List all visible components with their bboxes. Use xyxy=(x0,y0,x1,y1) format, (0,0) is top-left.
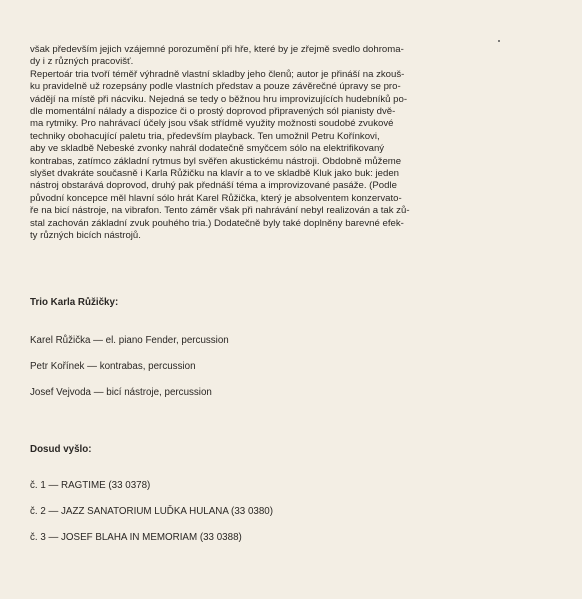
text-line: aby ve skladbě Nebeské zvonky nahrál dodatečně smyčcem sólo na elektrifikovaný xyxy=(30,143,385,155)
text-line: ře na bicí nástroje, na vibrafon. Tento záměr však při nahrávání nebyl realizován a tak zů- xyxy=(30,205,410,217)
member-josef-vejvoda: Josef Vejvoda — bicí nástroje, percussion xyxy=(30,387,212,398)
liner-notes-text xyxy=(30,44,558,243)
text-line: ku pravidelně už rozepsány podle vlastních představ a pouze závěrečné úpravy se pro- xyxy=(30,81,401,93)
text-line: techniky obohacující paletu tria, především playback. Ten umožnil Petru Kořínkovi, xyxy=(30,130,380,142)
print-speck xyxy=(498,40,500,42)
member-petr-korinek: Petr Kořínek — kontrabas, percussion xyxy=(30,361,196,372)
text-line: dy i z různých pracovišť. xyxy=(30,56,134,68)
text-line: slyšet dvakráte současně i Karla Růžičku na klavír a to ve skladbě Kluk jako buk: jeden xyxy=(30,168,400,180)
text-line: však především jejich vzájemné porozumění při hře, které by je zřejmě svedlo dohroma- xyxy=(30,44,404,55)
release-item: č. 3 — JOSEF BLAHA IN MEMORIAM (33 0388) xyxy=(30,532,242,543)
text-line: ty různých bicích nástrojů. xyxy=(30,230,141,242)
release-item: č. 2 — JAZZ SANATORIUM LUĎKA HULANA (33 0380) xyxy=(30,506,273,517)
trio-heading: Trio Karla Růžičky: xyxy=(30,297,119,308)
released-heading: Dosud vyšlo: xyxy=(30,444,92,455)
text-line: původní koncepce měl hlavní sólo hrát Karel Růžička, který je absolventem konzervato- xyxy=(30,192,402,204)
release-item: č. 1 — RAGTIME (33 0378) xyxy=(30,480,151,491)
text-line: Repertoár tria tvoří téměř výhradně vlastní skladby jeho členů; autor je přináší na zkouš- xyxy=(30,68,405,80)
text-line: kontrabas, zatímco základní rytmus byl svěřen akustickému nástroji. Obdobně můžeme xyxy=(30,155,402,167)
member-karel-ruzicka: Karel Růžička — el. piano Fender, percussion xyxy=(30,335,229,346)
text-line: dle momentální nálady a dispozice či o prostý doprovod připravených sól pianisty dvě- xyxy=(30,106,396,118)
text-line: vádějí na místě při nácviku. Nejedná se tedy o běžnou hru improvizujících hudebníků po- xyxy=(30,93,408,105)
text-line: ma rytmiky. Pro nahrávací účely jsou však střídmě využity možnosti soudobé zvukové xyxy=(30,118,394,130)
text-line: nástroj obstarává doprovod, druhý pak přednáší téma a improvizované pasáže. (Podle xyxy=(30,180,397,192)
text-line: stal zachován základní zvuk pouhého tria.) Dodatečně byly také doplněny barevné efek- xyxy=(30,217,404,229)
